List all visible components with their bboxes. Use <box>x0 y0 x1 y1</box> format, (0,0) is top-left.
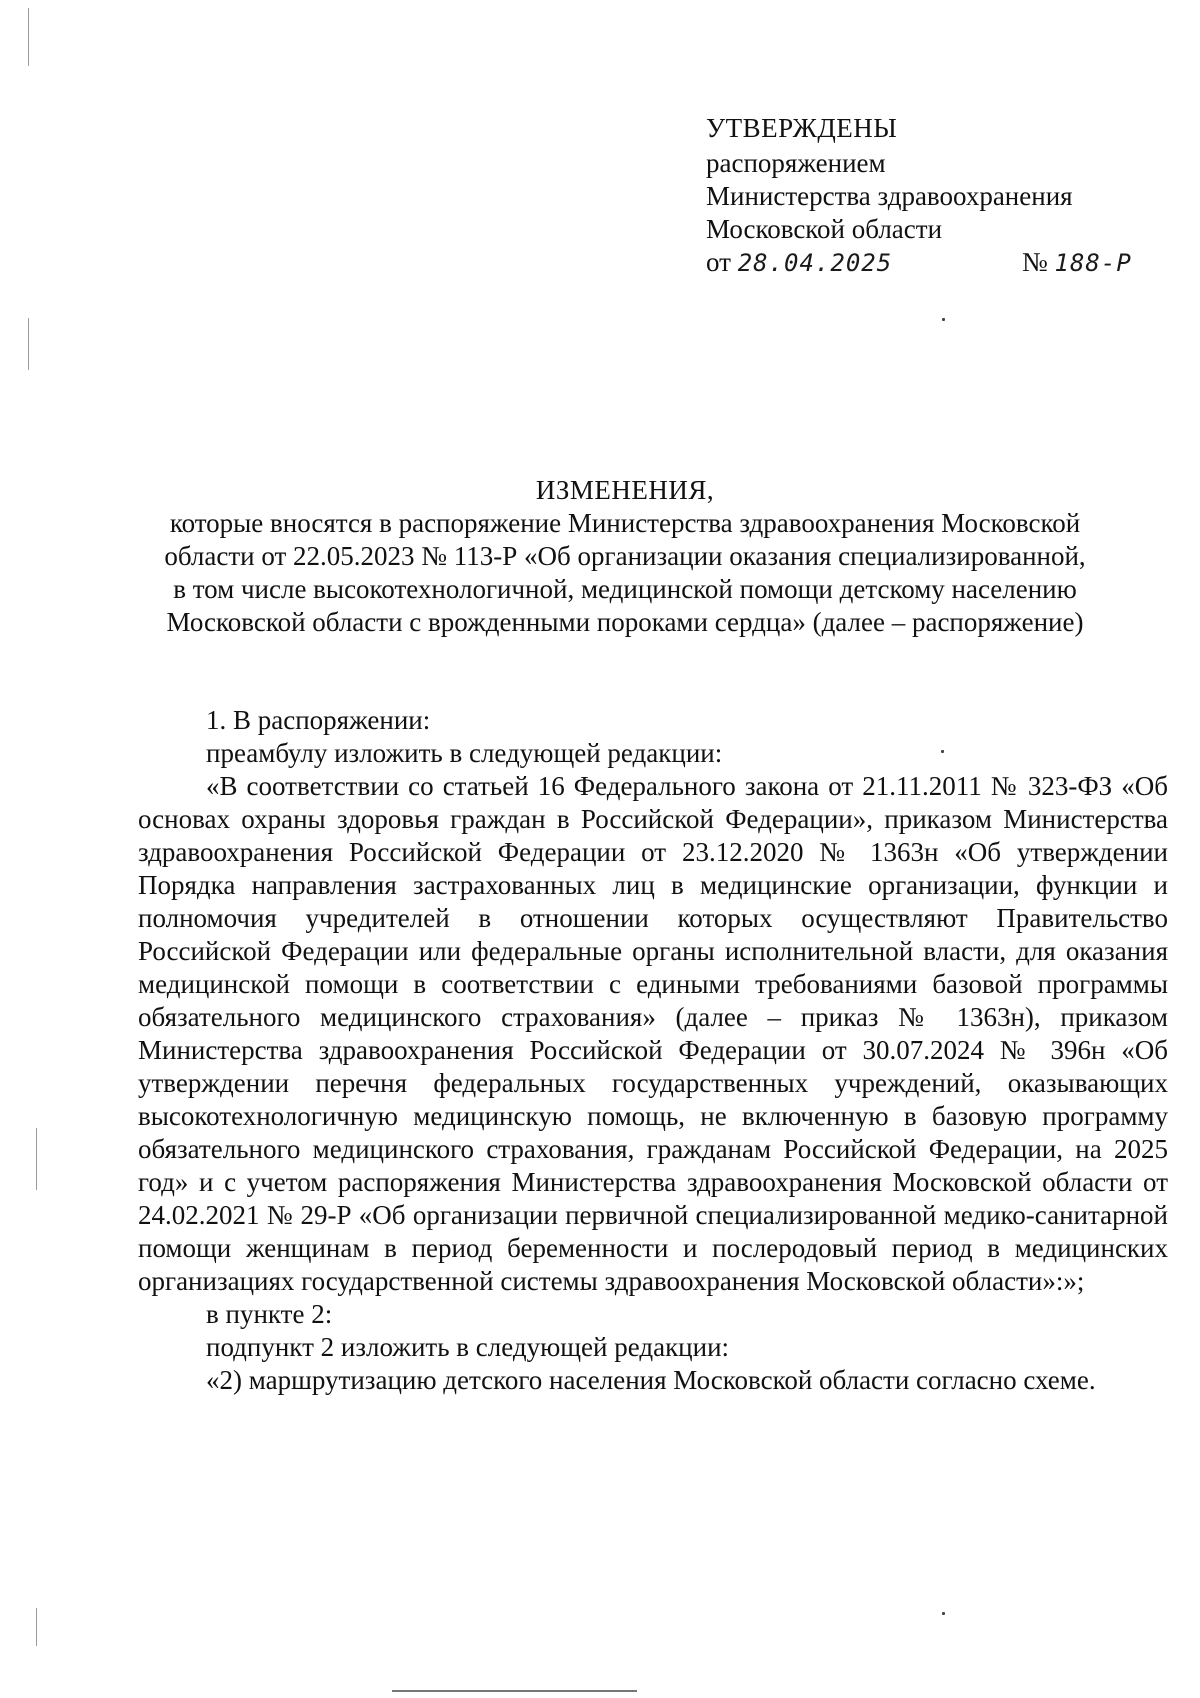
approval-title: УТВЕРЖДЕНЫ <box>706 113 898 143</box>
document-heading <box>100 474 1150 639</box>
approval-line: распоряжением <box>706 148 886 178</box>
date-prefix: от <box>706 247 731 277</box>
approval-block <box>706 112 1132 280</box>
handwritten-number: 188-Р <box>1054 249 1132 277</box>
scan-edge-mark <box>28 8 29 66</box>
scan-speck <box>942 318 945 321</box>
scan-speck <box>942 1612 945 1615</box>
number-prefix: № <box>1022 247 1048 277</box>
heading-title: ИЗМЕНЕНИЯ, <box>535 475 715 505</box>
approval-date-row <box>706 246 1132 280</box>
body-paragraph: «В соответствии со статьей 16 Федерального закона от 21.11.2011 № 323-ФЗ «Об основах охраны здоровья граждан в Российской Федерации», приказом Министерства здравоохранения Российской Федерации от 23.12.2020 № 1363н «Об утверждении Порядка направления застрахованных лиц в медицинские организации, функции и полномочия учредителей в отношении которых осуществляют Правительство Российской Федерации или федеральные органы исполнительной власти, для оказания медицинской помощи в соответствии с едиными требованиями базовой программы обязательного медицинского страхования» (далее – приказ № 1363н), приказом Министерства здравоохранения Российской Федерации от 30.07.2024 № 396н «Об утверждении перечня федеральных государственных учреждений, оказывающих высокотехнологичную медицинскую помощь, не включенную в базовую программу обязательного медицинского страхования, гражданам Российской Федерации, на 2025 год» и с учетом распоряжения Министерства здравоохранения Московской области от 24.02.2021 № 29-Р «Об организации первичной специализированной медико-санитарной помощи женщинам в период беременности и послеродовый период в медицинских организациях государственной системы здравоохранения Московской области»:»; <box>138 771 1168 1296</box>
heading-subtitle-line: которые вносятся в распоряжение Министерства здравоохранения Московской <box>169 508 1081 538</box>
body-paragraph: подпункт 2 изложить в следующей редакции: <box>206 1332 730 1362</box>
document-body <box>138 704 1168 1397</box>
heading-subtitle-line: области от 22.05.2023 № 113-Р «Об организации оказания специализированной, <box>164 541 1086 571</box>
scan-edge-mark <box>36 1128 37 1190</box>
approval-line: Министерства здравоохранения <box>706 181 1073 211</box>
heading-subtitle-line: в том числе высокотехнологичной, медицинской помощи детскому населению <box>173 574 1077 604</box>
body-paragraph: преамбулу изложить в следующей редакции: <box>206 738 723 768</box>
approval-line: Московской области <box>706 214 943 244</box>
body-paragraph: в пункте 2: <box>206 1299 333 1329</box>
scan-edge-mark <box>28 318 29 370</box>
page-bottom-rule <box>392 1690 637 1692</box>
body-paragraph: «2) маршрутизацию детского населения Московской области согласно схеме. <box>206 1365 1096 1395</box>
heading-subtitle-line: Московской области с врожденными пороками сердца» (далее – распоряжение) <box>166 607 1084 637</box>
body-paragraph: 1. В распоряжении: <box>206 705 431 735</box>
handwritten-date: 28.04.2025 <box>737 249 893 277</box>
order-number <box>1022 246 1132 280</box>
scan-edge-mark <box>36 1608 37 1646</box>
